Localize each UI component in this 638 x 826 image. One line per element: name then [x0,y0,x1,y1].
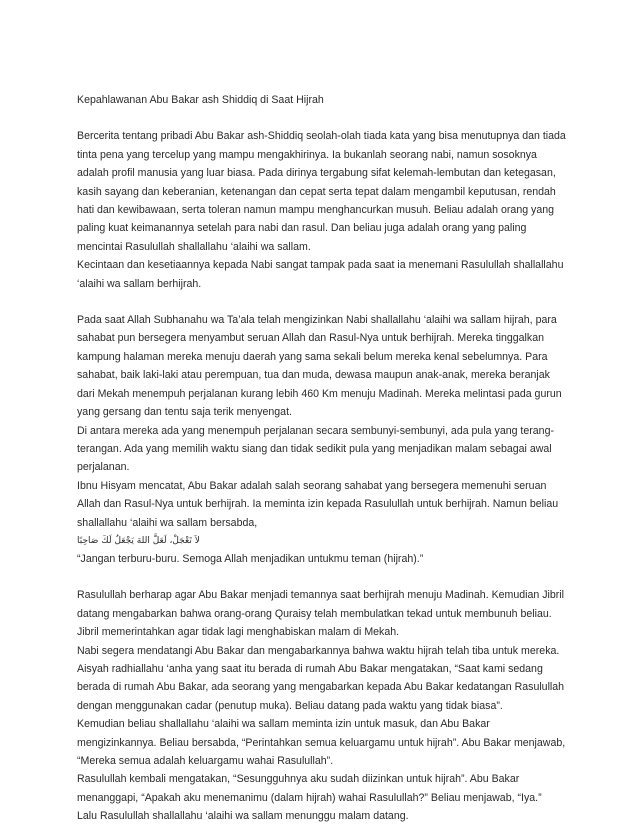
paragraph: Rasulullah kembali mengatakan, “Sesungguhnya aku sudah diizinkan untuk hijrah”. Abu Bakar menanggapi, “Apakah aku menemanimu (dalam hijrah) wahai Rasulullah?” Beliau menjawab, “Iya.” [77,773,542,804]
document-body [77,91,569,826]
paragraph: Pada saat Allah Subhanahu wa Ta’ala telah mengizinkan Nabi shallallahu ‘alaihi wa sallam hijrah, para sahabat pun bersegera menyambut seruan Allah dan Rasul-Nya untuk berhijrah. Mereka tinggalkan kampung halaman mereka menuju daerah yang sama sekali belum mereka kenal sebelumnya. Para sahabat, baik laki-laki atau perempuan, tua dan muda, dewasa maupun anak-anak, mereka beranjak dari Mekah menempuh perjalanan kurang lebih 460 Km menuju Madinah. Mereka melintasi pada gurun yang gersang dan tentu saja terik menyengat. [77,314,562,419]
paragraph: Kecintaan dan kesetiaannya kepada Nabi sangat tampak pada saat ia menemani Rasulullah shallallahu ‘alaihi wa sallam berhijrah. [77,259,564,290]
arabic-quote: لاَ تَعْجَلْ، لَعَلَّ اللهَ يَجْعَلُ لَكَ صَاحِبًا [77,535,200,546]
paragraph: Di antara mereka ada yang menempuh perjalanan secara sembunyi-sembunyi, ada pula yang terang-terangan. Ada yang memilih waktu siang dan tidak sedikit pula yang menjadikan malam sebagai awal perjalanan. [77,424,554,474]
paragraph: Bercerita tentang pribadi Abu Bakar ash-Shiddiq seolah-olah tiada kata yang bisa menutupnya dan tiada tinta pena yang tercelup yang mampu mengakhirinya. Ia bukanlah seorang nabi, namun sosoknya adalah profil manusia yang luar biasa. Pada dirinya tergabung sifat kelemah-lembutan dan ketegasan, kasih sayang dan keberanian, ketenangan dan cepat serta tepat dalam mengambil keputusan, rendah hati dan kewibawaan, serta toleran namun mampu menghancurkan musuh. Beliau adalah orang yang paling kuat keimanannya setelah para nabi dan rasul. Dan beliau juga adalah orang yang paling mencintai Rasulullah shallallahu ‘alaihi wa sallam. [77,130,566,253]
quote-translation: “Jangan terburu-buru. Semoga Allah menjadikan untukmu teman (hijrah).” [77,552,424,565]
document-title: Kepahlawanan Abu Bakar ash Shiddiq di Saat Hijrah [77,94,324,106]
paragraph: Ibnu Hisyam mencatat, Abu Bakar adalah salah seorang sahabat yang bersegera memenuhi seruan Allah dan Rasul-Nya untuk berhijrah. Ia meminta izin kepada Rasulullah untuk berhijrah. Namun beliau shallallahu ‘alaihi wa sallam bersabda, [77,479,559,529]
paragraph-gap [77,568,569,586]
paragraph: Lalu Rasulullah shallallahu ‘alaihi wa sallam menunggu malam datang. [77,810,409,823]
paragraph: Nabi segera mendatangi Abu Bakar dan mengabarkannya bahwa waktu hijrah telah tiba untuk mereka. Aisyah radhiallahu ‘anha yang saat itu berada di rumah Abu Bakar mengatakan, “Saat kami sedang berada di rumah Abu Bakar, ada seorang yang mengabarkan kepada Abu Bakar kedatangan Rasulullah dengan menggunakan cadar (penutup muka). Beliau datang pada waktu yang tidak biasa”. [77,644,565,712]
paragraph: Kemudian beliau shallallahu ‘alaihi wa sallam meminta izin untuk masuk, dan Abu Bakar mengizinkannya. Beliau bersabda, “Perintahkan semua keluargamu untuk hijrah”. Abu Bakar menjawab, “Mereka semua adalah keluargamu wahai Rasulullah”. [77,718,566,767]
paragraph-gap [77,293,569,311]
paragraph: Rasulullah berharap agar Abu Bakar menjadi temannya saat berhijrah menuju Madinah. Kemudian Jibril datang mengabarkan bahwa orang-orang Quraisy telah membulatkan tekad untuk membunuh beliau. Jibril memerintahkan agar tidak lagi menghabiskan malam di Mekah. [77,589,565,639]
